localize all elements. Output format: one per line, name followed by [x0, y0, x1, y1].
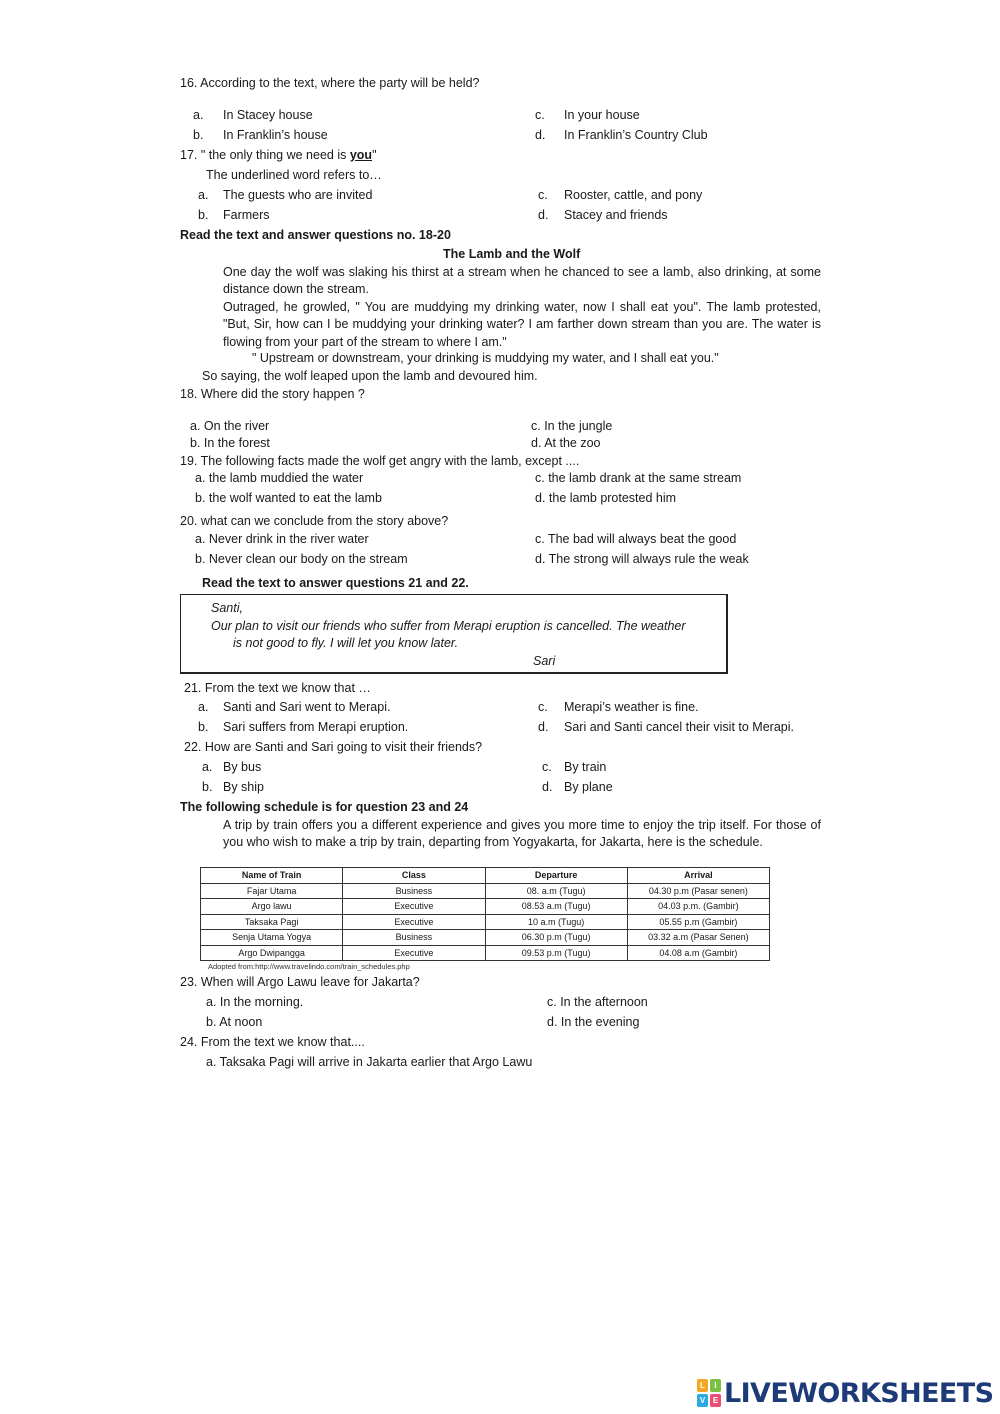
- question-17-end: ": [372, 148, 377, 162]
- option-22b[interactable]: By ship: [223, 780, 264, 794]
- table-cell: 03.32 a.m (Pasar Senen): [627, 930, 769, 946]
- question-23: 23. When will Argo Lawu leave for Jakarta?: [180, 975, 420, 989]
- option-18b[interactable]: b. In the forest: [190, 436, 270, 450]
- option-16d[interactable]: In Franklin’s Country Club: [564, 128, 708, 142]
- logo-text: LIVEWORKSHEETS: [724, 1377, 994, 1409]
- note-line: Our plan to visit our friends who suffer from Merapi eruption is cancelled. The weather: [211, 619, 686, 633]
- option-19b[interactable]: b. the wolf wanted to eat the lamb: [195, 491, 382, 505]
- option-letter: a.: [198, 188, 209, 202]
- table-header-row: [201, 868, 770, 884]
- logo-mark-letter: I: [710, 1379, 721, 1392]
- option-24a[interactable]: a. Taksaka Pagi will arrive in Jakarta earlier that Argo Lawu: [206, 1055, 533, 1069]
- option-23b[interactable]: b. At noon: [206, 1015, 263, 1029]
- column-header: Name of Train: [201, 868, 343, 884]
- note-signature: Sari: [533, 654, 556, 668]
- option-17d[interactable]: Stacey and friends: [564, 208, 668, 222]
- question-24: 24. From the text we know that....: [180, 1035, 365, 1049]
- option-20c[interactable]: c. The bad will always beat the good: [535, 532, 737, 546]
- option-21d[interactable]: Sari and Santi cancel their visit to Merapi.: [564, 720, 794, 734]
- option-23d[interactable]: d. In the evening: [547, 1015, 640, 1029]
- option-19a[interactable]: a. the lamb muddied the water: [195, 471, 364, 485]
- question-16: 16. According to the text, where the party will be held?: [180, 76, 480, 90]
- question-19: 19. The following facts made the wolf get angry with the lamb, except ....: [180, 454, 580, 468]
- table-cell: 04.03 p.m. (Gambir): [627, 899, 769, 915]
- column-header: Arrival: [627, 868, 769, 884]
- option-17b[interactable]: Farmers: [223, 208, 270, 222]
- option-21c[interactable]: Merapi’s weather is fine.: [564, 700, 699, 714]
- option-letter: c.: [535, 108, 545, 122]
- logo-mark-icon: [697, 1379, 721, 1407]
- table-cell: Executive: [343, 899, 485, 915]
- option-22c[interactable]: By train: [564, 760, 607, 774]
- story-paragraph-4: So saying, the wolf leaped upon the lamb and devoured him.: [202, 369, 538, 383]
- section-instruction: Read the text to answer questions 21 and 22.: [202, 576, 469, 590]
- underlined-word: you: [349, 148, 373, 162]
- table-cell: 04.30 p.m (Pasar senen): [627, 883, 769, 899]
- table-cell: 08.53 a.m (Tugu): [485, 899, 627, 915]
- option-23a[interactable]: a. In the morning.: [206, 995, 304, 1009]
- logo-mark-letter: V: [697, 1394, 708, 1407]
- option-17c[interactable]: Rooster, cattle, and pony: [564, 188, 703, 202]
- table-cell: Senja Utama Yogya: [201, 930, 343, 946]
- table-source: Adopted from:http://www.travelindo.com/train_schedules.php: [208, 962, 410, 971]
- table-cell: Argo lawu: [201, 899, 343, 915]
- option-letter: d.: [538, 208, 549, 222]
- table-cell: 05.55 p.m (Gambir): [627, 914, 769, 930]
- question-18: 18. Where did the story happen ?: [180, 387, 365, 401]
- logo-mark-letter: L: [697, 1379, 708, 1392]
- table-cell: 06.30 p.m (Tugu): [485, 930, 627, 946]
- question-20: 20. what can we conclude from the story above?: [180, 514, 449, 528]
- table-row: [201, 914, 770, 930]
- option-19d[interactable]: d. the lamb protested him: [535, 491, 677, 505]
- option-letter: d.: [538, 720, 549, 734]
- table-cell: Executive: [343, 945, 485, 961]
- option-letter: b.: [198, 208, 209, 222]
- table-row: [201, 899, 770, 915]
- option-19c[interactable]: c. the lamb drank at the same stream: [535, 471, 742, 485]
- question-17-subline: The underlined word refers to…: [206, 168, 382, 182]
- table-cell: Taksaka Pagi: [201, 914, 343, 930]
- option-16b[interactable]: In Franklin’s house: [223, 128, 328, 142]
- option-16c[interactable]: In your house: [564, 108, 640, 122]
- option-16a[interactable]: In Stacey house: [223, 108, 313, 122]
- story-paragraph-2: Outraged, he growled, " You are muddying my drinking water, now I shall eat you". The lamb protested, "But, Sir, how can I be muddying your drinking water? I am farther down stream than you are. The water is flowing from your part of the stream to where I am.": [223, 300, 821, 349]
- table-cell: Argo Dwipangga: [201, 945, 343, 961]
- option-letter: a.: [193, 108, 204, 122]
- table-cell: 08. a.m (Tugu): [485, 883, 627, 899]
- story-title: The Lamb and the Wolf: [443, 247, 581, 261]
- option-letter: d.: [542, 780, 553, 794]
- option-letter: a.: [202, 760, 213, 774]
- question-17-text: 17. " the only thing we need is: [180, 148, 350, 162]
- table-row: [201, 945, 770, 961]
- note-greeting: Santi,: [211, 601, 243, 615]
- option-letter: d.: [535, 128, 546, 142]
- table-cell: 04.08 a.m (Gambir): [627, 945, 769, 961]
- option-letter: b.: [202, 780, 213, 794]
- note-box: [180, 594, 728, 674]
- schedule-intro: A trip by train offers you a different experience and gives you more time to enjoy the trip itself. For those of you who wish to make a trip by train, departing from Yogyakarta, for Jakarta, here is the schedule.: [223, 818, 821, 850]
- table-cell: Business: [343, 883, 485, 899]
- question-22: 22. How are Santi and Sari going to visit their friends?: [184, 740, 483, 754]
- question-21: 21. From the text we know that …: [184, 681, 371, 695]
- table-row: [201, 883, 770, 899]
- option-letter: c.: [538, 188, 548, 202]
- note-line: is not good to fly. I will let you know later.: [233, 636, 459, 650]
- liveworksheets-logo[interactable]: [697, 1376, 993, 1410]
- table-row: [201, 930, 770, 946]
- logo-mark-letter: E: [710, 1394, 721, 1407]
- option-20b[interactable]: b. Never clean our body on the stream: [195, 552, 408, 566]
- section-instruction: Read the text and answer questions no. 18-20: [180, 228, 451, 242]
- table-cell: 09.53 p.m (Tugu): [485, 945, 627, 961]
- table-cell: Fajar Utama: [201, 883, 343, 899]
- question-17: [180, 148, 377, 162]
- option-letter: a.: [198, 700, 209, 714]
- option-23c[interactable]: c. In the afternoon: [547, 995, 648, 1009]
- train-schedule-table: [200, 867, 770, 961]
- option-letter: b.: [193, 128, 204, 142]
- option-17a[interactable]: The guests who are invited: [223, 188, 373, 202]
- option-18a[interactable]: a. On the river: [190, 419, 270, 433]
- section-instruction: The following schedule is for question 23 and 24: [180, 800, 469, 814]
- table-cell: Business: [343, 930, 485, 946]
- table-cell: 10 a.m (Tugu): [485, 914, 627, 930]
- option-22d[interactable]: By plane: [564, 780, 613, 794]
- option-20d[interactable]: d. The strong will always rule the weak: [535, 552, 749, 566]
- story-paragraph-1: One day the wolf was slaking his thirst at a stream when he chanced to see a lamb, also drinking, at some distance down the stream.: [223, 265, 821, 297]
- table-cell: Executive: [343, 914, 485, 930]
- option-letter: c.: [542, 760, 552, 774]
- column-header: Departure: [485, 868, 627, 884]
- option-22a[interactable]: By bus: [223, 760, 262, 774]
- option-18c[interactable]: c. In the jungle: [531, 419, 613, 433]
- option-20a[interactable]: a. Never drink in the river water: [195, 532, 369, 546]
- story-paragraph-3: " Upstream or downstream, your drinking is muddying my water, and I shall eat you.": [252, 351, 719, 365]
- option-21b[interactable]: Sari suffers from Merapi eruption.: [223, 720, 409, 734]
- option-18d[interactable]: d. At the zoo: [531, 436, 601, 450]
- option-21a[interactable]: Santi and Sari went to Merapi.: [223, 700, 391, 714]
- column-header: Class: [343, 868, 485, 884]
- option-letter: b.: [198, 720, 209, 734]
- option-letter: c.: [538, 700, 548, 714]
